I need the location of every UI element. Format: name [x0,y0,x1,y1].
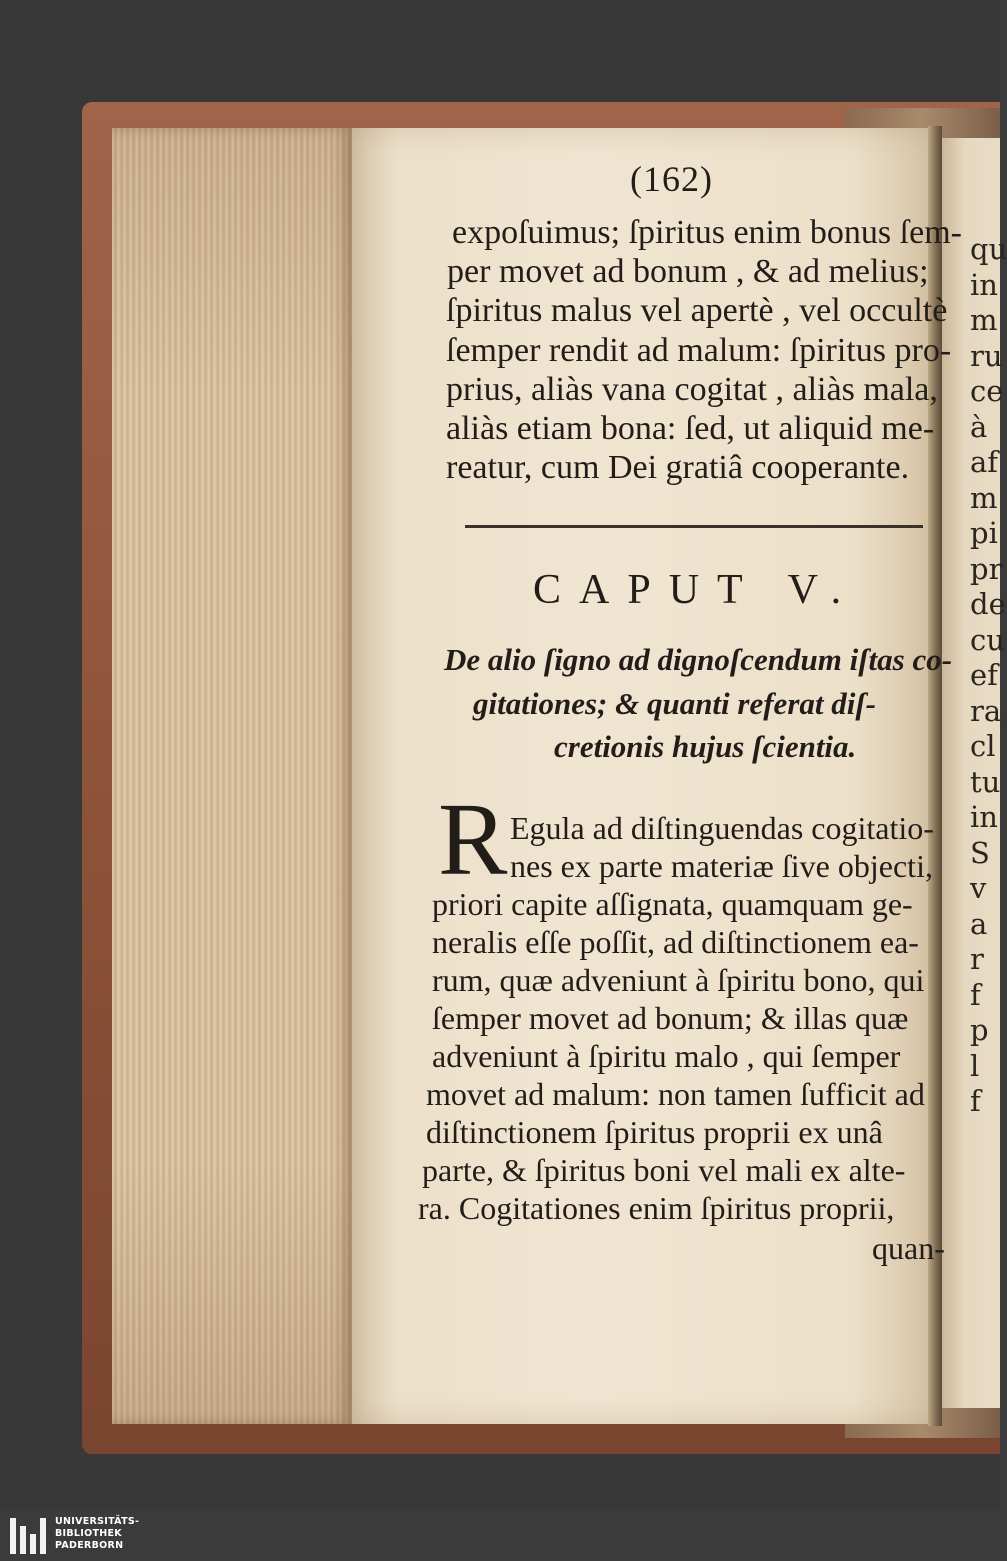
library-name-line: BIBLIOTHEK [55,1528,122,1539]
footer-bar [0,1510,1000,1561]
text-line: ſpiritus malus vel apertè , vel occultè [446,292,948,329]
body-line: ſemper movet ad bonum; & illas quæ [432,1000,909,1036]
text-line: ſemper rendit ad malum: ſpiritus pro- [446,332,952,369]
section-divider [465,525,923,528]
body-line: adveniunt à ſpiritu malo , qui ſemper [432,1038,901,1074]
library-logo-icon [10,1518,46,1554]
text-line: prius, aliàs vana cogitat , aliàs mala, [446,371,938,408]
text-line: expoſuimus; ſpiritus enim bonus ſem- [452,214,962,251]
chapter-subtitle-line: De alio ſigno ad dignoſcendum iſtas co- [444,642,953,677]
drop-cap: R [438,782,508,897]
chapter-subtitle-line: cretionis hujus ſcientia. [554,729,857,764]
text-line: aliàs etiam bona: ſed, ut aliquid me- [446,410,935,447]
body-line: rum, quæ adveniunt à ſpiritu bono, qui [432,962,925,998]
facing-page-fragment [942,138,1007,1408]
body-line: ra. Cogitationes enim ſpiritus proprii, [418,1190,895,1226]
body-line: priori capite aſſignata, quamquam ge- [432,886,913,922]
text-line: per movet ad bonum , & ad melius; [447,253,929,290]
facing-page-text: qu in m ru ce à af m pi pr de cu ef ra cl tu in S v a r f p l f [970,232,1007,1118]
body-line: Egula ad diſtinguendas cogitatio- [510,810,934,846]
library-name[interactable] [55,1516,139,1552]
body-line: nes ex parte materiæ ſive objecti, [510,848,933,884]
page-number: (162) [630,159,713,199]
body-line: movet ad malum: non tamen ſufficit ad [426,1076,925,1112]
page-block-edge [112,128,352,1424]
chapter-title: CAPUT V. [533,567,860,613]
chapter-subtitle-line: gitationes; & quanti referat diſ- [473,686,876,721]
body-line: neralis eſſe poſſit, ad diſtinctionem ea- [432,924,919,960]
body-line: parte, & ſpiritus boni vel mali ex alte- [422,1152,906,1188]
library-name-line: UNIVERSITÄTS- [55,1516,140,1527]
body-line: diſtinctionem ſpiritus proprii ex unâ [426,1114,883,1150]
body-line: quan- [872,1230,945,1266]
text-line: reatur, cum Dei gratiâ cooperante. [446,449,910,486]
library-name-line: PADERBORN [55,1540,124,1551]
